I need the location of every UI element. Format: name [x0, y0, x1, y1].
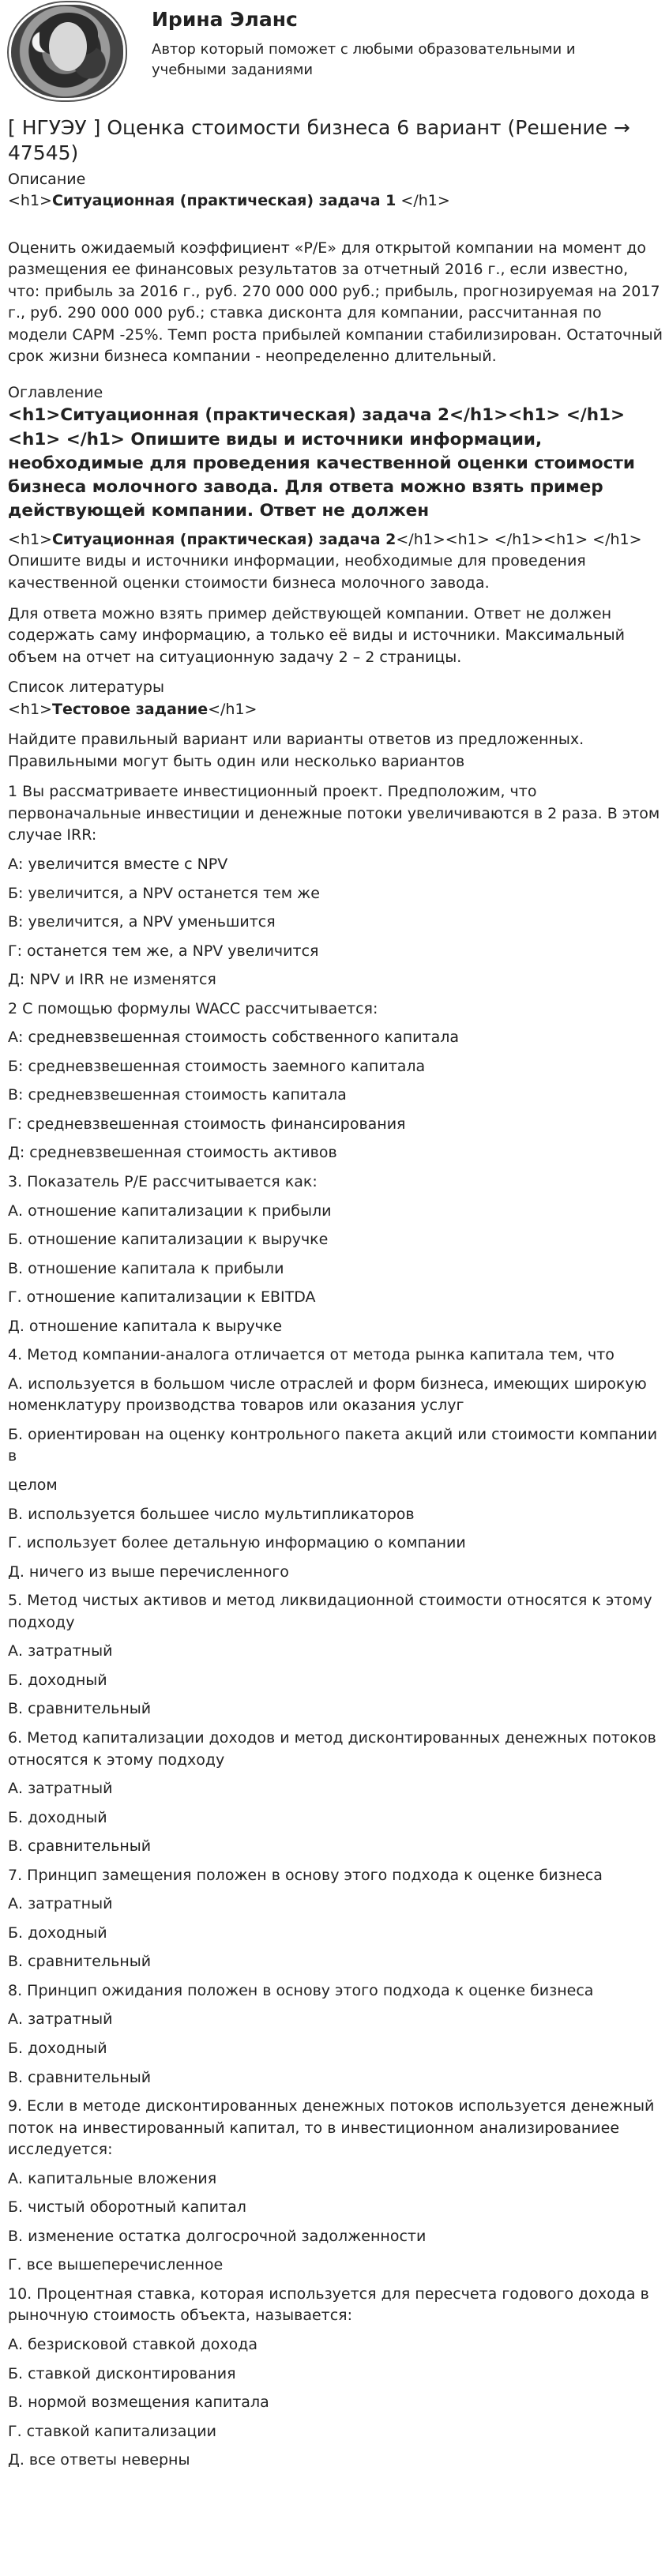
list-item: В: средневзвешенная стоимость капитала — [8, 1086, 347, 1104]
list-item: 2 С помощью формулы WACC рассчитывается: — [8, 999, 378, 1017]
list-item: 3. Показатель P/E рассчитывается как: — [8, 1173, 318, 1191]
description-body: Оценить ожидаемый коэффициент «P/E» для открытой компании на момент до размещения ее финансовых результатов за отчетный 2016 г., если известно, что: прибыль за 2016 г., руб. 270 000 000 руб.; прибыль, прогнозируемая на 2017 г., руб. 290 000 000 руб.; ставка дисконта для компании, рассчитанная по модели CAPM -25%. Темп роста прибылей компании стабилизирован. Остаточный срок жизни бизнеса компании - неопределенно длительный. — [8, 239, 663, 366]
description-h1-text: Ситуационная (практическая) задача 1 — [51, 192, 397, 210]
list-item: А. безрисковой ставкой дохода — [8, 2335, 258, 2353]
h1-open-tag: <h1> — [8, 700, 52, 718]
h1-close-tag: </h1> — [396, 192, 450, 210]
list-item: В. используется большее число мультипликаторов — [8, 1505, 415, 1523]
list-item: 9. Если в методе дисконтированных денежных потоков используется денежный поток на инвестированный капитал, то в инвестиционном анализированиее исследуется: — [8, 2097, 655, 2159]
list-item: В. сравнительный — [8, 1837, 152, 1856]
list-item: А: средневзвешенная стоимость собственного капитала — [8, 1029, 459, 1047]
spacer — [8, 212, 661, 238]
list-item: Д. отношение капитала к выручке — [8, 1317, 283, 1335]
toc-heading: <h1>Ситуационная (практическая) задача 2</h1><h1> </h1><h1> </h1> Опишите виды и источники информации, необходимые для проведения качественной оценки стоимости бизнеса молочного завода. Для ответа можно взять пример действующей компании. Ответ не должен — [8, 405, 635, 521]
toc-h1-line — [8, 529, 661, 551]
list-item: 6. Метод капитализации доходов и метод дисконтированных денежных потоков относятся к этому подходу — [8, 1728, 656, 1769]
list-item: А. отношение капитализации к прибыли — [8, 1202, 332, 1220]
list-item: 4. Метод компании-аналога отличается от метода рынка капитала тем, что — [8, 1346, 615, 1364]
list-item: Б. доходный — [8, 2039, 107, 2057]
author-card — [8, 0, 661, 106]
list-item: А. затратный — [8, 1642, 113, 1660]
h1-open-tag: <h1> — [8, 530, 52, 548]
list-item: целом — [8, 1476, 58, 1495]
test-questions-list — [8, 781, 661, 2471]
list-item: Д. ничего из выше перечисленного — [8, 1563, 289, 1581]
list-item: Б. доходный — [8, 1808, 107, 1826]
toc-paragraph: Для ответа можно взять пример действующей компании. Ответ не должен содержать саму информацию, а только её виды и источники. Максимальный объем на отчет на ситуационную задачу 2 – 2 страницы. — [8, 604, 625, 666]
h1-open-tag: <h1> — [8, 192, 52, 210]
literature-h1-text: Тестовое задание — [51, 700, 209, 718]
list-item: Д: средневзвешенная стоимость активов — [8, 1144, 337, 1162]
list-item: 5. Метод чистых активов и метод ликвидационной стоимости относятся к этому подходу — [8, 1592, 652, 1631]
list-item: Г. ставкой капитализации — [8, 2422, 216, 2440]
list-item: Д. все ответы неверны — [8, 2451, 190, 2469]
toc-h1-text: Ситуационная (практическая) задача 2 — [51, 530, 397, 548]
author-description: Автор который поможет с любыми образовательными и учебными заданиями — [152, 41, 576, 79]
list-item: Г: останется тем же, а NPV увеличится — [8, 942, 319, 960]
list-item: Б. отношение капитализации к выручке — [8, 1231, 329, 1249]
author-info — [126, 2, 626, 81]
list-item: 8. Принцип ожидания положен в основу этого подхода к оценке бизнеса — [8, 1981, 594, 1999]
author-name[interactable]: Ирина Эланс — [152, 8, 298, 31]
author-avatar[interactable] — [8, 2, 126, 103]
list-item: Б. ориентирован на оценку контрольного пакета акций или стоимости компании в — [8, 1425, 658, 1465]
list-item: А. затратный — [8, 1895, 113, 1913]
test-intro: Найдите правильный вариант или варианты ответов из предложенных. Правильными могут быть один или несколько вариантов — [8, 731, 584, 770]
description-h1-line — [8, 190, 661, 212]
list-item: А. затратный — [8, 1780, 113, 1798]
list-item: Б. чистый оборотный капитал — [8, 2198, 246, 2217]
list-item: А. затратный — [8, 2010, 113, 2029]
list-item: Б. ставкой дисконтирования — [8, 2364, 236, 2382]
list-item: Г. отношение капитализации к EBITDA — [8, 1288, 316, 1307]
list-item: Б. доходный — [8, 1924, 107, 1942]
list-item: 1 Вы рассматриваете инвестиционный проект. Предположим, что первоначальные инвестиции и денежные потоки увеличиваются в 2 раза. В этом случае IRR: — [8, 783, 660, 844]
list-item: Б: средневзвешенная стоимость заемного капитала — [8, 1057, 426, 1075]
toc-line: Опишите виды и источники информации, необходимые для проведения качественной оценки стоимости бизнеса молочного завода. — [8, 552, 586, 592]
list-item: В. сравнительный — [8, 1953, 152, 1971]
toc-label: Оглавление — [8, 383, 103, 401]
list-item: В. изменение остатка долгосрочной задолженности — [8, 2227, 427, 2245]
list-item: В: увеличится, а NPV уменьшится — [8, 913, 276, 931]
list-item: Г. все вышеперечисленное — [8, 2256, 224, 2274]
list-item: В. сравнительный — [8, 1700, 152, 1718]
description-label: Описание — [8, 170, 86, 188]
list-item: 10. Процентная ставка, которая используется для пересчета годового дохода в рыночную стоимость объекта, называется: — [8, 2285, 649, 2325]
h1-tail-tags: </h1><h1> </h1><h1> </h1> — [396, 530, 642, 548]
list-item: Д: NPV и IRR не изменятся — [8, 971, 216, 989]
list-item: В. сравнительный — [8, 2068, 152, 2086]
list-item: В. нормой возмещения капитала — [8, 2394, 269, 2412]
avatar-face — [49, 22, 87, 71]
page-title: [ НГУЭУ ] Оценка стоимости бизнеса 6 вариант (Решение → 47545) — [8, 116, 630, 164]
list-item: Б. доходный — [8, 1671, 107, 1689]
list-item: А. капитальные вложения — [8, 2169, 217, 2187]
h1-close-tag: </h1> — [208, 700, 257, 718]
list-item: В. отношение капитала к прибыли — [8, 1259, 284, 1277]
literature-label: Список литературы — [8, 679, 164, 697]
list-item: А: увеличится вместе с NPV — [8, 856, 228, 873]
list-item: 7. Принцип замещения положен в основу этого подхода к оценке бизнеса — [8, 1866, 603, 1884]
list-item: Б: увеличится, а NPV останется тем же — [8, 884, 320, 902]
literature-h1-line — [8, 699, 661, 721]
list-item: Г: средневзвешенная стоимость финансирования — [8, 1115, 406, 1133]
list-item: Г. использует более детальную информацию о компании — [8, 1534, 466, 1552]
list-item: А. используется в большом числе отраслей и форм бизнеса, имеющих широкую номенклатуру производства товаров или оказания услуг — [8, 1374, 647, 1415]
